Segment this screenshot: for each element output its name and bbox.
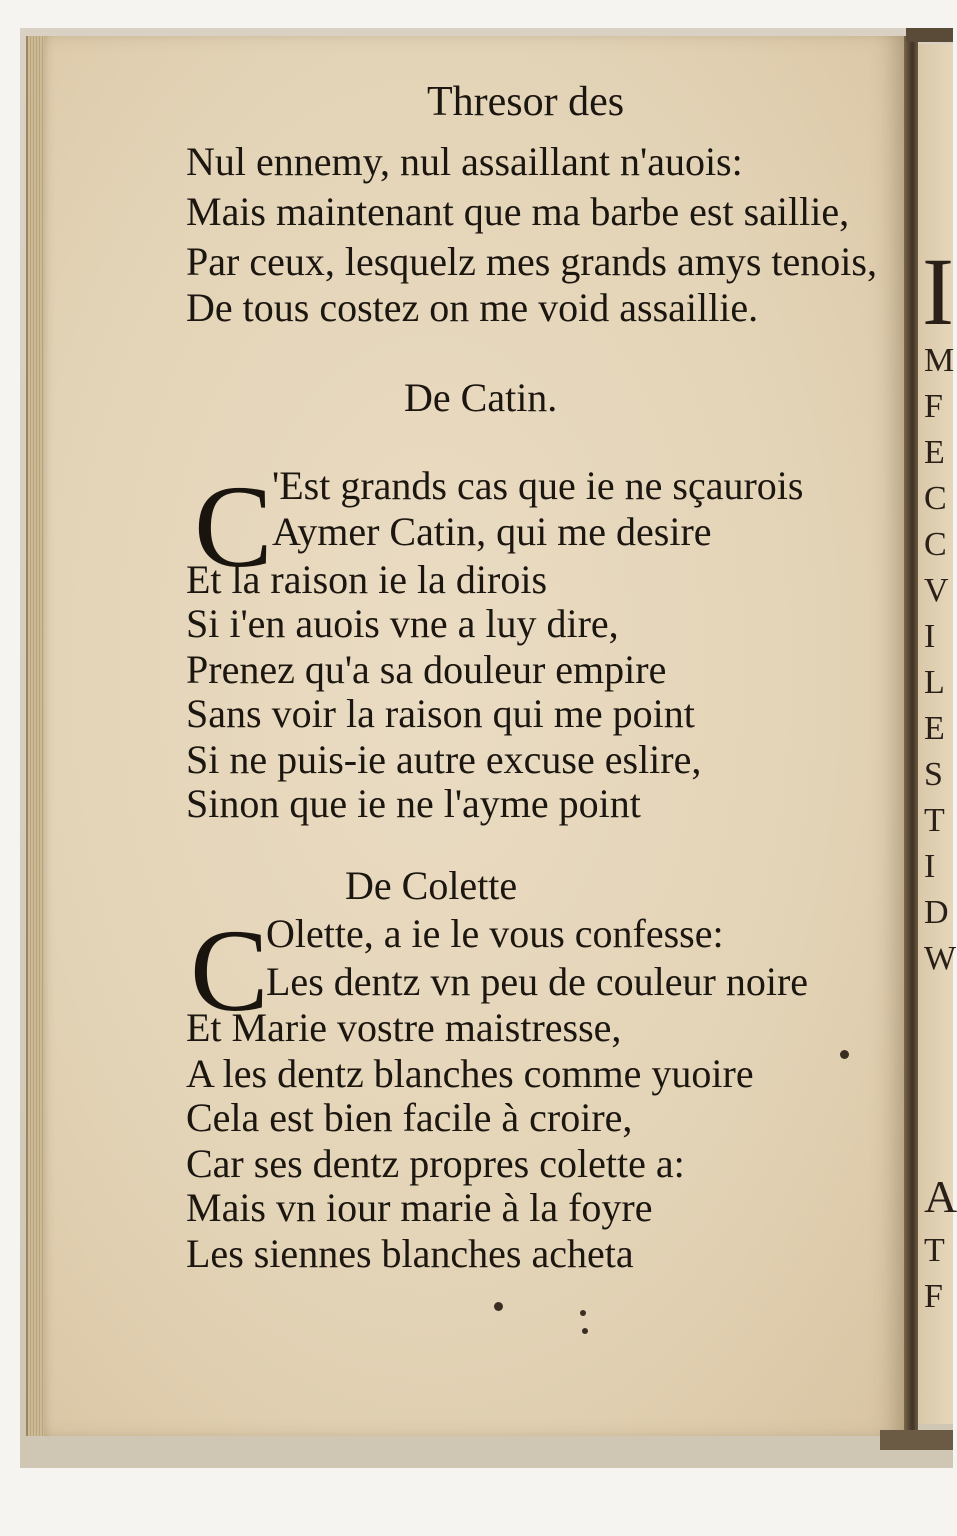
verse-line: Car ses dentz propres colette a: [186, 1141, 685, 1186]
verse-line: Et la raison ie la dirois [186, 557, 548, 602]
facing-letter: F [924, 388, 943, 425]
facing-letter: E [924, 710, 945, 747]
facing-letter: C [924, 526, 947, 563]
ink-speck [582, 1328, 588, 1334]
verse-line: Les siennes blanches acheta [186, 1231, 634, 1276]
verse-line: Cela est bien facile à croire, [186, 1095, 633, 1140]
facing-letter: L [924, 664, 945, 701]
verse-line: Sinon que ie ne l'ayme point [186, 781, 641, 826]
facing-letter: D [924, 894, 949, 931]
facing-letter: A [924, 1171, 957, 1222]
binding-top [906, 28, 953, 42]
verse-line: Et Marie vostre maistresse, [186, 1005, 622, 1050]
poem-title: De Catin. [404, 375, 558, 420]
verse-line: Si ne puis-ie autre excuse eslire, [186, 737, 702, 782]
facing-big-letter: I [922, 238, 954, 345]
verse-line: Nul ennemy, nul assaillant n'auois: [186, 139, 743, 184]
verse-line: Sans voir la raison qui me point [186, 691, 695, 736]
book-gutter [904, 36, 918, 1436]
verse-line: Si i'en auois vne a luy dire, [186, 601, 619, 646]
drop-cap: C [194, 461, 273, 592]
ink-speck [840, 1050, 849, 1059]
verse-line: Olette, a ie le vous confesse: [266, 911, 724, 956]
verse-line: Les dentz vn peu de couleur noire [266, 959, 809, 1004]
facing-letter: V [924, 572, 949, 609]
facing-letter: M [924, 342, 955, 379]
verse-line: A les dentz blanches comme yuoire [186, 1051, 754, 1096]
facing-letter: C [924, 480, 947, 517]
facing-letter: S [924, 756, 943, 793]
verse-line: Mais maintenant que ma barbe est saillie, [186, 189, 850, 234]
facing-letter: I [924, 618, 936, 655]
ink-speck [494, 1302, 503, 1311]
binding-bottom [880, 1430, 953, 1450]
facing-letter: W [924, 940, 957, 977]
facing-letter: F [924, 1278, 943, 1315]
verse-line: Aymer Catin, qui me desire [272, 509, 712, 554]
ink-speck [580, 1310, 586, 1316]
verse-line: 'Est grands cas que ie ne sçaurois [272, 463, 804, 508]
verse-line: Par ceux, lesquelz mes grands amys tenois, [186, 239, 877, 284]
running-header: Thresor des [427, 79, 625, 125]
facing-letter: E [924, 434, 945, 471]
drop-cap: C [190, 905, 269, 1036]
facing-letter: T [924, 802, 945, 839]
facing-page [918, 44, 957, 1424]
poem-title: De Colette [345, 863, 518, 908]
page-edges [26, 36, 46, 1436]
verse-line: De tous costez on me void assaillie. [186, 285, 759, 330]
verse-line: Mais vn iour marie à la foyre [186, 1185, 653, 1230]
facing-letter: I [924, 848, 936, 885]
facing-letter: T [924, 1232, 945, 1269]
verse-line: Prenez qu'a sa douleur empire [186, 647, 667, 692]
